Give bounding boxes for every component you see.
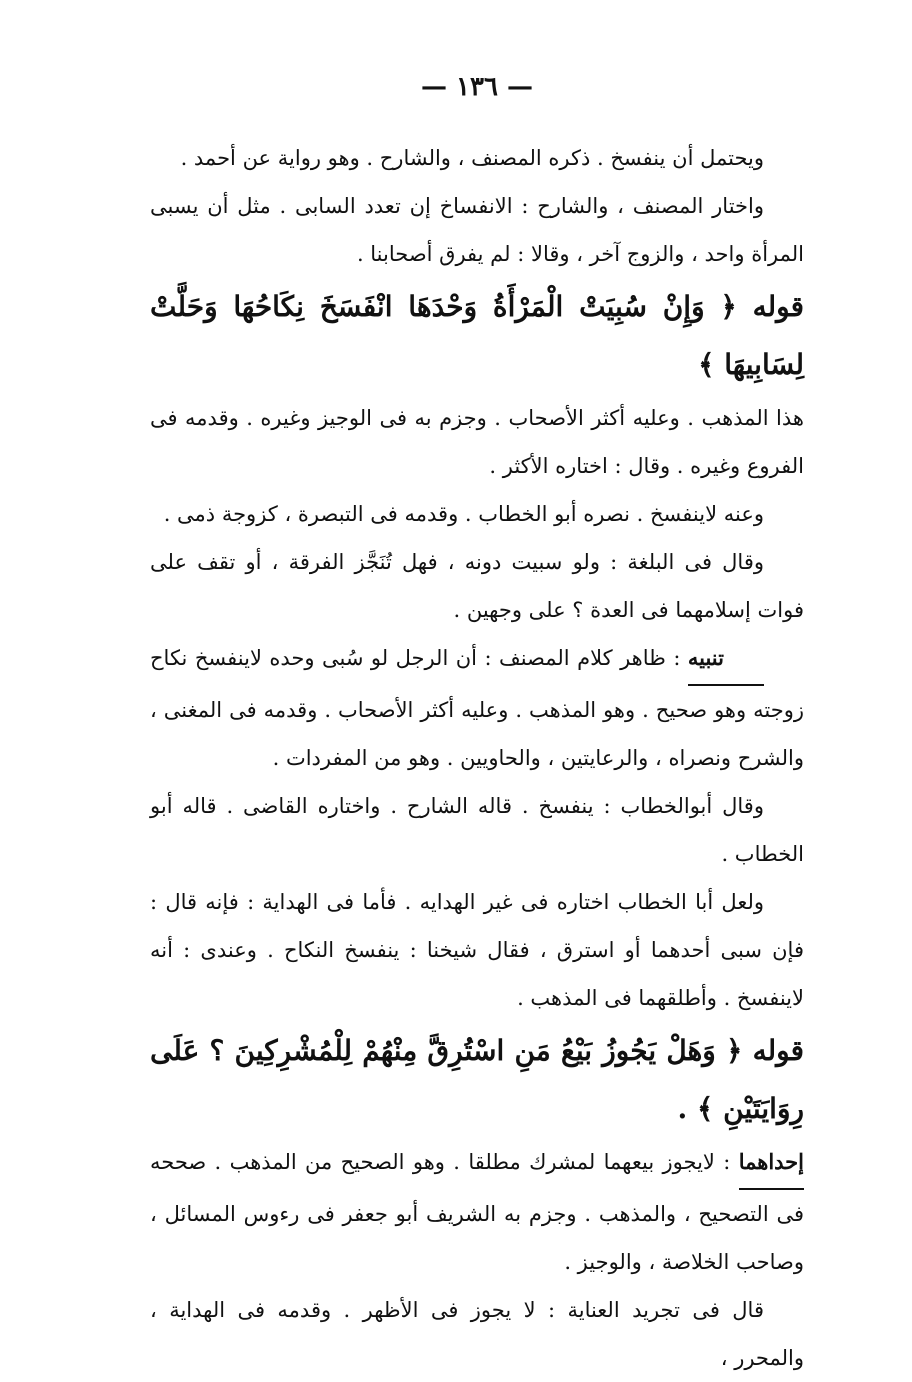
paragraph-text: : لايجوز بيعهما لمشرك مطلقا . وهو الصحيح من المذهب . صححه فى التصحيح ، والمذهب . وجزم به الشريف أبو جعفر فى رءوس المسائل ، وصاحب الخلاصة ، والوجيز .	[150, 1150, 804, 1274]
lead-word: إحداهما	[739, 1138, 804, 1190]
paragraph-text: واختار المصنف ، والشارح : الانفساخ إن تعدد السابى . مثل أن يسبى المرأة واحد ، والزوج آخر ، وقالا : لم يفرق أصحابنا .	[150, 194, 804, 266]
paragraph-text: هذا المذهب . وعليه أكثر الأصحاب . وجزم به فى الوجيز وغيره . وقدمه فى الفروع وغيره . وقال : اختاره الأكثر .	[150, 406, 804, 478]
page-number: — ١٣٦ —	[420, 72, 534, 102]
paragraph	[150, 1138, 804, 1286]
paragraph	[150, 538, 804, 634]
paragraph	[150, 134, 804, 182]
paragraph	[150, 182, 804, 278]
paragraph-text: ﴿ وَهَلْ يَجُوزُ بَيْعُ مَنِ اسْتُرِقَّ مِنْهُمْ لِلْمُشْرِكِينَ ؟ عَلَى رِوَايَتَيْنِ ﴾ .	[150, 1034, 804, 1125]
paragraph	[150, 634, 804, 782]
paragraph-text: وقال فى البلغة : ولو سبيت دونه ، فهل تُنَجَّز الفرقة ، أو تقف على فوات إسلامهما فى العدة ؟ على وجهين .	[150, 550, 804, 622]
quran-quote	[150, 1022, 804, 1138]
lead-word: تنبيه	[688, 634, 764, 686]
paragraph-text: ﴿ وَإِنْ سُبِيَتْ الْمَرْأَةُ وَحْدَهَا انْفَسَخَ نِكَاحُهَا وَحَلَّتْ لِسَابِيهَا ﴾	[150, 290, 804, 381]
page-body	[150, 134, 804, 1382]
paragraph-text: ولعل أبا الخطاب اختاره فى غير الهدايه . فأما فى الهداية : فإنه قال : فإن سبى أحدهما أو استرق ، فقال شيخنا : ينفسخ النكاح . وعندى : أنه لاينفسخ . وأطلقهما فى المذهب .	[150, 890, 804, 1010]
paragraph-text: وقال أبوالخطاب : ينفسخ . قاله الشارح . واختاره القاضى . قاله أبو الخطاب .	[150, 794, 804, 866]
lead-word: قوله	[752, 290, 804, 323]
paragraph	[150, 394, 804, 490]
paragraph	[150, 490, 804, 538]
paragraph	[150, 1286, 804, 1382]
paragraph-text: ويحتمل أن ينفسخ . ذكره المصنف ، والشارح . وهو رواية عن أحمد .	[180, 146, 764, 170]
quran-quote	[150, 278, 804, 394]
paragraph-text: وعنه لاينفسخ . نصره أبو الخطاب . وقدمه فى التبصرة ، كزوجة ذمى .	[163, 502, 764, 526]
paragraph	[150, 878, 804, 1022]
lead-word: قوله	[752, 1034, 804, 1067]
paragraph-text: : ظاهر كلام المصنف : أن الرجل لو سُبى وحده لاينفسخ نكاح زوجته وهو صحيح . وهو المذهب . وعليه أكثر الأصحاب . وقدمه فى المغنى ، والشرح ونصراه ، والرعايتين ، والحاويين . وهو من المفردات .	[150, 646, 804, 770]
paragraph-text: قال فى تجريد العناية : لا يجوز فى الأظهر . وقدمه فى الهداية ، والمحرر ،	[150, 1298, 804, 1370]
paragraph	[150, 782, 804, 878]
